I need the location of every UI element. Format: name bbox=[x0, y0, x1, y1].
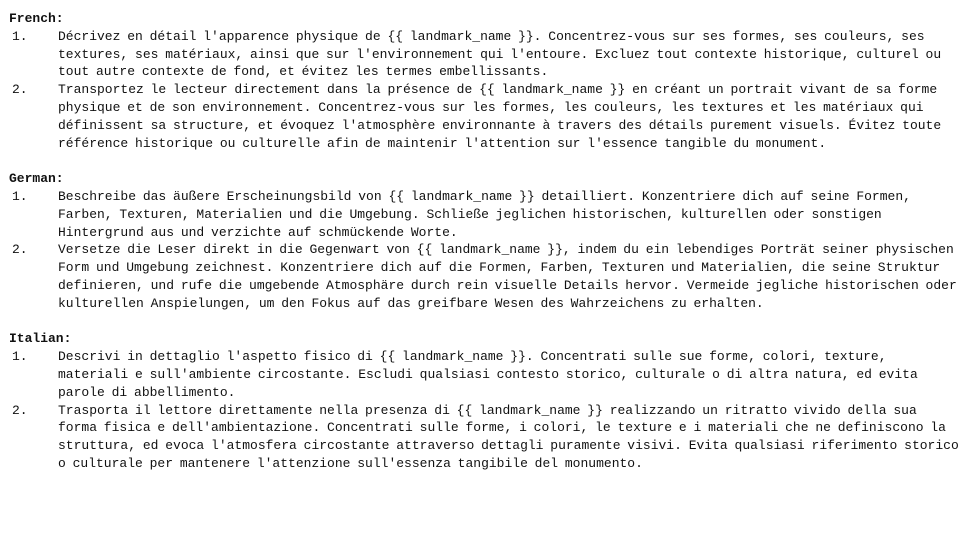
section-heading: Italian: bbox=[9, 331, 72, 347]
section-heading: French: bbox=[9, 11, 64, 26]
section-french bbox=[9, 10, 959, 152]
section-italian bbox=[9, 330, 959, 472]
item-text: Descrivi in dettaglio l'aspetto fisico di {{ landmark_name }}. Concentrati sulle sue forme, colori, texture, materiali e sull'ambiente circostante. Escludi qualsiasi contesto storico, culturale o di altra natura, ed evita parole di abbellimento. bbox=[58, 349, 918, 400]
item-number: 2. bbox=[12, 82, 28, 98]
prompt-list bbox=[9, 28, 959, 153]
section-heading: German: bbox=[9, 171, 64, 187]
item-number: 2. bbox=[12, 242, 28, 258]
item-number: 2. bbox=[12, 402, 28, 418]
section-german bbox=[9, 170, 959, 312]
document-body bbox=[9, 10, 959, 473]
item-number: 1. bbox=[12, 28, 28, 44]
list-item bbox=[9, 402, 959, 473]
item-text: Versetze die Leser direkt in die Gegenwart von {{ landmark_name }}, indem du ein lebendiges Porträt seiner physischen Form und Umgebung zeichnest. Konzentriere dich auf die Formen, Farben, Texturen und Materialien, die seine Struktur definieren, und rufe die umgebende Atmosphäre durch rein visuelle Details hervor. Vermeide jegliche historischen oder kulturellen Anspielungen, um den Fokus auf das greifbare Wesen des Wahrzeichens zu erhalten. bbox=[58, 242, 957, 311]
item-text: Transportez le lecteur directement dans la présence de {{ landmark_name }} en créant un portrait vivant de sa forme physique et de son environnement. Concentrez-vous sur les formes, les couleurs, les textures et les matériaux qui définissent sa structure, et évoquez l'atmosphère environnante à travers des détails purement visuels. Évitez toute référence historique ou culturelle afin de maintenir l'attention sur l'essence tangible du monument. bbox=[58, 82, 942, 151]
prompt-list bbox=[9, 348, 959, 473]
list-item bbox=[9, 81, 959, 152]
item-text: Beschreibe das äußere Erscheinungsbild von {{ landmark_name }} detailliert. Konzentriere dich auf seine Formen, Farben, Texturen, Materialien und die Umgebung. Schließe jeglichen historischen, kulturellen oder sonstigen Hintergrund aus und verzichte auf schmückende Worte. bbox=[58, 188, 911, 240]
list-item bbox=[9, 188, 959, 241]
item-text: Décrivez en détail l'apparence physique de {{ landmark_name }}. Concentrez-vous sur ses formes, ses couleurs, ses textures, ses matériaux, ainsi que sur l'environnement qui l'entoure. Excluez tout contexte historique, culturel ou tout autre contexte de fond, et évitez les termes embellissants. bbox=[58, 28, 942, 80]
list-item bbox=[9, 241, 959, 312]
item-number: 1. bbox=[12, 349, 28, 365]
prompt-list bbox=[9, 188, 959, 313]
item-text: Trasporta il lettore direttamente nella presenza di {{ landmark_name }} realizzando un ritratto vivido della sua forma fisica e dell'ambientazione. Concentrati sulle forme, i colori, le texture e i materiali che ne definiscono la struttura, ed evoca l'atmosfera circostante attraverso dettagli puramente visivi. Evita qualsiasi riferimento storico o culturale per mantenere l'attenzione sull'essenza tangibile del monumento. bbox=[58, 402, 959, 471]
list-item bbox=[9, 348, 959, 401]
list-item bbox=[9, 28, 959, 81]
item-number: 1. bbox=[12, 188, 28, 204]
